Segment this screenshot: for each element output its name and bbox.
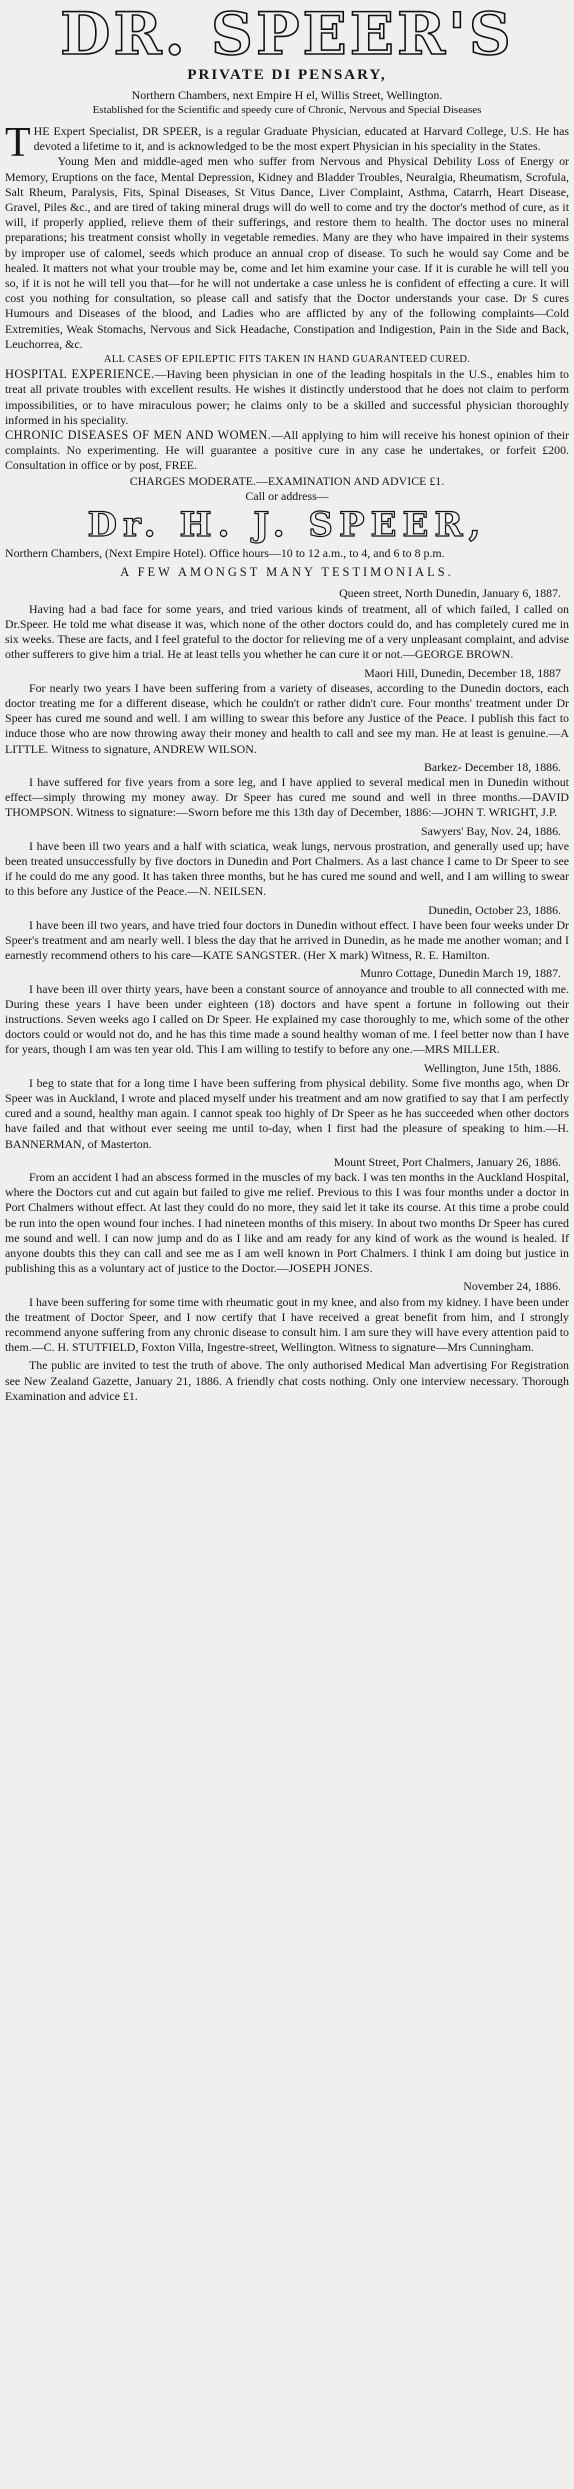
doctor-signature: Dr. H. J. SPEER, <box>87 505 487 546</box>
intro-text: HE Expert Specialist, DR SPEER, is a regular Graduate Physician, educated at Harvard College, U.S. He has devoted a lifetime to it, and is acknowledged to be the most expert Physician in his speciality in the States. <box>33 124 569 154</box>
testimonial-item <box>5 824 569 900</box>
testimonial-item <box>5 1279 569 1355</box>
testimonial-item <box>5 966 569 1057</box>
address-line: Northern Chambers, next Empire H el, Willis Street, Wellington. <box>131 88 443 102</box>
testimonial-text: I have been ill two years and a half with sciatica, weak lungs, nervous prostration, and generally used up; have been treated unsuccessfully by five doctors in Dunedin and Port Chalmers. As a last chance I came to Dr Speer to see if he could do me any good. It has taken three months, but he has cured me sound and well, and I am willing to swear to this before any Justice of the Peace.—N. NEILSEN. <box>5 838 569 899</box>
testimonial-item <box>5 1061 569 1152</box>
call-line: Call or address— <box>245 488 329 503</box>
testimonials-heading: A FEW AMONGST MANY TESTIMONIALS. <box>120 565 454 580</box>
charges-line: CHARGES MODERATE.—EXAMINATION AND ADVICE £1. <box>129 473 445 488</box>
office-hours: Northern Chambers, (Next Empire Hotel). Office hours—10 to 12 a.m., to 4, and 6 to 8 p.m. <box>5 546 445 561</box>
testimonial-item <box>5 903 569 964</box>
chronic-text: —All applying to him will receive his honest opinion of their complaints. No experimenting. He will guarantee a positive cure in any case he undertakes, or forfeit £200. Consultation in office or by post, FREE. <box>5 428 569 473</box>
testimonial-place: Barkez- December 18, 1886. <box>423 759 561 774</box>
subtitle: PRIVATE DI PENSARY, <box>187 67 387 83</box>
hospital-heading: HOSPITAL EXPERIENCE. <box>5 367 155 382</box>
testimonial-place: Sawyers' Bay, Nov. 24, 1886. <box>421 823 561 838</box>
testimonial-item <box>5 760 569 821</box>
testimonial-place: Munro Cottage, Dunedin March 19, 1887. <box>360 966 561 981</box>
testimonial-text: I have suffered for five years from a sore leg, and I have applied to several medical men in Dunedin without effect—simply throwing my money away. Dr Speer has cured me sound and well in three months.—DAVID THOMPSON. Witness to signature:—Sworn before me this 13th day of December, 1886:—JOHN T. WRIGHT, J.P. <box>5 774 569 820</box>
testimonial-item <box>5 1155 569 1277</box>
testimonial-place: Wellington, June 15th, 1886. <box>423 1060 561 1075</box>
testimonial-item <box>5 666 569 757</box>
established-line: Established for the Scientific and speedy cure of Chronic, Nervous and Special Diseases <box>92 104 482 116</box>
epilepsy-notice: ALL CASES OF EPILEPTIC FITS TAKEN IN HAND GUARANTEED CURED. <box>103 354 471 366</box>
hospital-text: —Having been physician in one of the leading hospitals in the U.S., enables him to treat all private troubles with excellent results. He wishes it distinctly understood that he does not claim to perform impossibilities, or to have miraculous power; he claims only to be a skilled and successful physician thoroughly informed in his speciality. <box>5 367 569 427</box>
testimonial-place: Mount Street, Port Chalmers, January 26, 1886. <box>333 1154 561 1169</box>
testimonial-place: Maori Hill, Dunedin, December 18, 1887 <box>364 665 561 680</box>
testimonial-text: From an accident I had an abscess formed in the muscles of my back. I was ten months in the Auckland Hospital, where the Doctors cut and cut again but failed to give me relief. Previous to this I was four months under a doctor in Port Chalmers without effect. At last they could do no more, they said let it take its course. At this time a probe could be run into the open wound four inches. I had nineteen months of this misery. In about two months Dr Speer has cured me sound and well. I can now jump and do as I like and am ready for any kind of work as the wound is healed. If anyone doubts this they can call and see me as I am well known in Port Chalmers. I think I am doing but justice in publishing this as a voluntary act of justice to the Doctor.—JOSEPH JONES. <box>5 1170 569 1276</box>
masthead-title: DR. SPEER'S <box>60 0 514 68</box>
testimonial-place: Queen street, North Dunedin, January 6, 1887. <box>339 586 561 601</box>
hospital-section <box>5 367 569 428</box>
testimonial-text: Having had a bad face for some years, and tried various kinds of treatment, all of which failed, I called on Dr.Speer. He told me what disease it was, which none of the other doctors could do, and has completely cured me in six weeks. These are facts, and I feel grateful to the doctor for relieving me of a very unpleasant complaint, and advise other sufferers to give him a trial. He at least tells you whether he can cure it or not.—GEORGE BROWN. <box>5 601 569 662</box>
testimonial-text: I beg to state that for a long time I have been suffering from physical debility. Some five months ago, when Dr Speer was in Auckland, I wrote and placed myself under his treatment and am now gratified to say that I am perfectly cured and a sound, healthy man again. I cannot speak too highly of Dr Speer as he has succeeded when other doctors have failed and that without ever seeing me until to-day, when I first had the pleasure of speaking to him.—H. BANNERMAN, of Masterton. <box>5 1075 569 1151</box>
chronic-heading: CHRONIC DISEASES OF MEN AND WOMEN. <box>5 428 272 443</box>
chronic-section <box>5 428 569 474</box>
conditions-paragraph: Young Men and middle-aged men who suffer from Nervous and Physical Debility Loss of Energy or Memory, Eruptions on the face, Mental Depression, Kidney and Bladder Troubles, Neuralgia, Rheumatism, Scrofula, Salt Rheum, Paralysis, Fits, Spinal Diseases, St Vitus Dance, Liver Complaint, Asthma, Catarrh, Heart Disease, Gravel, Piles &c., and are tired of taking mineral drugs will do well to come and try the doctor's method of cure, as it will, if properly applied, relieve them of their sufferings, and restore them to health. The doctor uses no mineral preparations; his treatment consist wholly in vegetable remedies. Many are they who have impaired in their systems by improper use of calomel, seeds which produce an annual crop of disease. To such he would say Come and be healed. It matters not what your trouble may be, come and let him examine your case. If it is curable he will tell you so, if it is not he will tell you that—for he will not undertake a case unless he is confident of effecting a cure. It will cost you nothing for consultation, so please call and satisfy that the Doctor understands your case. Dr S cures Humours and Diseases of the blood, and Ladies who are afflicted by any of the following complaints—Cold Extremities, Weak Stomachs, Nervous and Sick Headache, Constipation and Indigestion, Pain in the Side and Back, Leuchorrea, &c. <box>5 154 569 351</box>
testimonial-place: November 24, 1886. <box>463 1279 561 1294</box>
testimonial-text: I have been ill two years, and have tried four doctors in Dunedin without effect. I have been four weeks under Dr Speer's treatment and am nearly well. I bless the day that he arrived in Dunedin, as he made me another woman; and I earnestly recommend others to his care—KATE SANGSTER. (Her X mark) Witness, R. E. Hamilton. <box>5 917 569 963</box>
dropcap-letter: T <box>5 120 31 166</box>
testimonial-text: I have been suffering for some time with rheumatic gout in my knee, and also from my kidney. I have been under the treatment of Doctor Speer, and I now certify that I have received a great benefit from him, and I strongly recommend anyone suffering from any chronic disease to consult him. I am sure they will have every attention paid to them.—C. H. STUTFIELD, Foxton Villa, Ingestre-street, Wellington. Witness to signature—Mrs Cunningham. <box>5 1294 569 1355</box>
testimonials-list <box>5 586 569 1355</box>
testimonial-text: For nearly two years I have been suffering from a variety of diseases, according to the Dunedin doctors, each doctor treating me for a different disease, which he couldn't or rather didn't cure. Four months' treatment under Dr Speer has cured me sound and well. I am willing to swear this before any Justice of the Peace. I publish this fact to induce those who are now throwing away their money and health to call and see my man. He at least is genuine.—A LITTLE. Witness to signature, ANDREW WILSON. <box>5 680 569 756</box>
testimonial-item <box>5 586 569 662</box>
closing-paragraph: The public are invited to test the truth of above. The only authorised Medical Man advertising For Registration see New Zealand Gazette, January 21, 1886. A friendly chat costs nothing. Only one interview necessary. Thorough Examination and advice £1. <box>5 1358 569 1403</box>
testimonial-text: I have been ill over thirty years, have been a constant source of annoyance and trouble to all connected with me. During these years I have been under eighteen (18) doctors and have spent a fortune in following out their instructions. Seven weeks ago I called on Dr Speer. He explained my case thoroughly to me, which some of the other doctors could or would not do, and he has this time made a sound healthy woman of me. I feel better now than I have for years, though I am was ten year old. This I am willing to testify to before any one.—MRS MILLER. <box>5 981 569 1057</box>
intro-paragraph <box>5 120 569 166</box>
testimonial-place: Dunedin, October 23, 1886. <box>428 902 561 917</box>
